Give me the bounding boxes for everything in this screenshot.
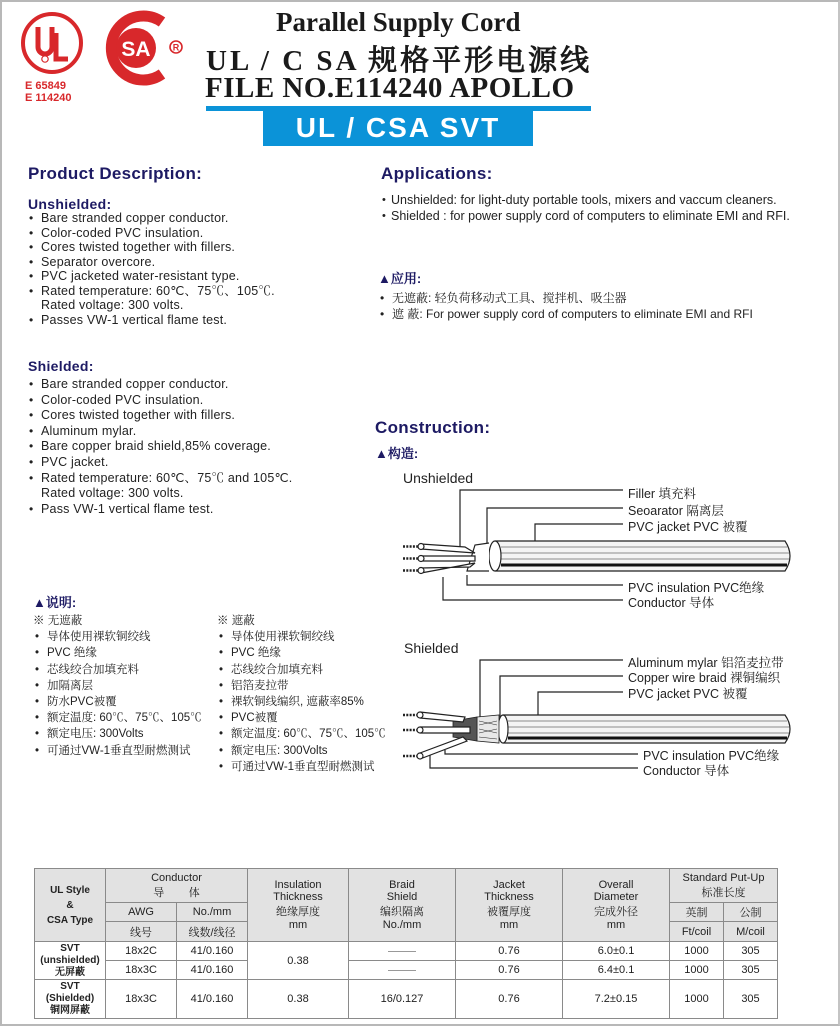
- explanation-item: • 芯线绞合加填充料: [217, 662, 386, 678]
- feature-item: • Bare copper braid shield,85% coverage.: [27, 439, 292, 455]
- shielded-features: [27, 377, 292, 517]
- explanation-item: • PVC被覆: [217, 710, 386, 726]
- nomm-cell: 41/0.160: [177, 942, 248, 961]
- feature-item: • Pass VW-1 vertical flame test.: [27, 502, 292, 518]
- header-awg: AWG: [106, 903, 177, 922]
- explanation-item: • 铝箔麦拉带: [217, 678, 386, 694]
- insulation-cell: 0.38: [248, 980, 349, 1019]
- unshielded-features: [27, 211, 275, 327]
- jacket-leader: [535, 524, 623, 542]
- csa-logo-icon: [100, 8, 184, 88]
- nomm-cell: 41/0.160: [177, 961, 248, 980]
- application-cn-item: • 遮 蔽: For power supply cord of computers to eliminate EMI and RFI: [378, 306, 753, 322]
- application-item: • Shielded : for power supply cord of computers to eliminate EMI and RFI.: [382, 209, 790, 225]
- feature-item: • Color-coded PVC insulation.: [27, 226, 275, 241]
- explanation-item: • 导体使用裸软铜绞线: [33, 629, 202, 645]
- feature-item: • Rated temperature: 60℃、75℃、105℃.: [27, 284, 275, 299]
- feature-item: • Rated temperature: 60℃、75℃ and 105℃.: [27, 471, 292, 487]
- feature-item: Rated voltage: 300 volts.: [41, 298, 184, 312]
- feature-item: • Color-coded PVC insulation.: [27, 393, 292, 409]
- feature-item: • Cores twisted together with fillers.: [27, 240, 275, 255]
- construction-cn-title: ▲构造:: [375, 446, 419, 461]
- shielded-diagram-label: Shielded: [404, 640, 459, 656]
- explanation-item: • PVC 绝缘: [33, 645, 202, 661]
- explanation-subtitle: ※ 无遮蔽: [33, 615, 83, 627]
- insulation-leader: [445, 750, 638, 754]
- m-cell: 305: [724, 980, 778, 1019]
- ft-cell: 1000: [670, 942, 724, 961]
- ft-cell: 1000: [670, 980, 724, 1019]
- ul-code: E 114240: [25, 92, 72, 104]
- header-putup: Standard Put-Up 标准长度: [670, 869, 778, 903]
- feature-item: • Bare stranded copper conductor.: [27, 211, 275, 226]
- explanation-shielded-list: [217, 613, 386, 775]
- diameter-cell: 6.4±0.1: [563, 961, 670, 980]
- callout-conductor: Conductor 导体: [643, 764, 730, 778]
- applications-cn-title: ▲应用:: [378, 271, 422, 286]
- file-number: FILE NO.E114240 APOLLO: [205, 72, 575, 104]
- header-imperial: 英制: [670, 903, 724, 922]
- unshielded-title: Unshielded:: [28, 196, 112, 212]
- callout-conductor: Conductor 导体: [628, 596, 715, 610]
- explanation-item: • 额定电压: 300Volts: [33, 726, 202, 742]
- feature-item: • PVC jacket.: [27, 455, 292, 471]
- jacket-leader: [538, 692, 623, 717]
- header-jacket: Jacket Thickness 被覆厚度 mm: [456, 869, 563, 942]
- explanation-item: • 防水PVC被覆: [33, 694, 202, 710]
- callout-pvc-insulation: PVC insulation PVC绝缘: [643, 749, 780, 763]
- jacket-end: [489, 541, 501, 571]
- jacket-cell: 0.76: [456, 942, 563, 961]
- header-mcoil: M/coil: [724, 922, 778, 942]
- explanation-item: • 额定温度: 60℃、75℃、105℃: [217, 726, 386, 742]
- explanation-item: • PVC 绝缘: [217, 645, 386, 661]
- header-nomm: No./mm: [177, 903, 248, 922]
- ul-logo-icon: [20, 11, 84, 75]
- product-description-title: Product Description:: [28, 164, 203, 183]
- explanation-item: • 导体使用裸软铜绞线: [217, 629, 386, 645]
- callout-copper-braid: Copper wire braid 裸铜编织: [628, 671, 781, 685]
- feature-item: • PVC jacketed water-resistant type.: [27, 269, 275, 284]
- callout-pvc-jacket: PVC jacket PVC 被覆: [628, 687, 748, 701]
- ul-code: E 65849: [25, 80, 66, 92]
- feature-item: • Separator overcore.: [27, 255, 275, 270]
- dash: [388, 951, 416, 952]
- feature-item: • Aluminum mylar.: [27, 424, 292, 440]
- callout-pvc-insulation: PVC insulation PVC绝缘: [628, 581, 765, 595]
- explanation-cn-title: ▲说明:: [33, 595, 77, 610]
- explanation-subtitle: ※ 遮蔽: [217, 615, 255, 627]
- table-row: [35, 980, 778, 1019]
- jacket-cell: 0.76: [456, 980, 563, 1019]
- header-nomm-cn: 线数/线径: [177, 922, 248, 942]
- table-row: [35, 942, 778, 961]
- applications-cn-list: [378, 290, 753, 322]
- applications-list: [382, 193, 790, 224]
- header-insulation: Insulation Thickness 绝缘厚度 mm: [248, 869, 349, 942]
- explanation-item: • 加隔离层: [33, 678, 202, 694]
- header-awg-cn: 线号: [106, 922, 177, 942]
- explanation-unshielded-list: [33, 613, 202, 759]
- diameter-cell: 6.0±0.1: [563, 942, 670, 961]
- conductor-leader: [430, 754, 638, 768]
- header-diameter: Overall Diameter 完成外径 mm: [563, 869, 670, 942]
- m-cell: 305: [724, 961, 778, 980]
- shielded-title: Shielded:: [28, 358, 94, 374]
- filler-leader: [460, 490, 623, 548]
- m-cell: 305: [724, 942, 778, 961]
- unshielded-diagram-label: Unshielded: [403, 470, 474, 486]
- braid-cell: [349, 942, 456, 961]
- nomm-cell: 41/0.160: [177, 980, 248, 1019]
- header-metric: 公制: [724, 903, 778, 922]
- svg-text:R: R: [172, 42, 180, 53]
- header-ftcoil: Ft/coil: [670, 922, 724, 942]
- construction-title: Construction:: [375, 418, 491, 437]
- explanation-item: • 芯线绞合加填充料: [33, 662, 202, 678]
- header-conductor: Conductor 导 体: [106, 869, 248, 903]
- feature-item: • Passes VW-1 vertical flame test.: [27, 313, 275, 328]
- ul-file-codes: [25, 80, 72, 104]
- style-cell: SVT (Shielded) 铜网屏蔽: [35, 980, 106, 1019]
- jacket-end: [498, 715, 508, 743]
- dash: [388, 970, 416, 971]
- braid-leader: [500, 676, 623, 718]
- braid-cell: 16/0.127: [349, 980, 456, 1019]
- explanation-item: • 额定温度: 60℃、75℃、105℃: [33, 710, 202, 726]
- title-cn: UL / C SA 规格平形电源线: [206, 45, 593, 77]
- insulation-cell: 0.38: [248, 942, 349, 980]
- applications-title: Applications:: [381, 164, 493, 183]
- callout-filler: Filler 填充料: [628, 487, 697, 501]
- explanation-item: • 可通过VW-1垂直型耐燃测试: [33, 743, 202, 759]
- callout-aluminum-mylar: Aluminum mylar 铝箔麦拉带: [628, 656, 784, 670]
- header-ul-style: UL Style & CSA Type: [35, 869, 106, 942]
- ft-cell: 1000: [670, 961, 724, 980]
- feature-item: • Cores twisted together with fillers.: [27, 408, 292, 424]
- explanation-item: • 额定电压: 300Volts: [217, 743, 386, 759]
- feature-item: Rated voltage: 300 volts.: [41, 486, 184, 501]
- awg-cell: 18x2C: [106, 942, 177, 961]
- callout-pvc-jacket: PVC jacket PVC 被覆: [628, 520, 748, 534]
- jacket-cell: 0.76: [456, 961, 563, 980]
- header-braid: Braid Shield 编织隔离 No./mm: [349, 869, 456, 942]
- insulation-leader: [467, 575, 623, 585]
- conductor-leader: [443, 577, 623, 600]
- awg-cell: 18x3C: [106, 961, 177, 980]
- spec-table: [34, 868, 778, 1019]
- feature-item: • Bare stranded copper conductor.: [27, 377, 292, 393]
- type-banner: UL / CSA SVT: [263, 110, 533, 146]
- awg-cell: 18x3C: [106, 980, 177, 1019]
- braid-cell: [349, 961, 456, 980]
- callout-separator: Seoarator 隔离层: [628, 504, 724, 518]
- style-cell: SVT (unshielded) 无屏蔽: [35, 942, 106, 980]
- separator-leader: [487, 508, 623, 543]
- svg-text:SA: SA: [121, 38, 151, 61]
- title-en: Parallel Supply Cord: [276, 7, 521, 37]
- application-cn-item: • 无遮蔽: 轻负荷移动式工具、搅拌机、吸尘器: [378, 290, 753, 306]
- explanation-item: • 可通过VW-1垂直型耐燃测试: [217, 759, 386, 775]
- diameter-cell: 7.2±0.15: [563, 980, 670, 1019]
- explanation-item: • 裸软铜线编织, 遮蔽率85%: [217, 694, 386, 710]
- application-item: • Unshielded: for light-duty portable tools, mixers and vaccum cleaners.: [382, 193, 790, 209]
- table-row: [35, 961, 778, 980]
